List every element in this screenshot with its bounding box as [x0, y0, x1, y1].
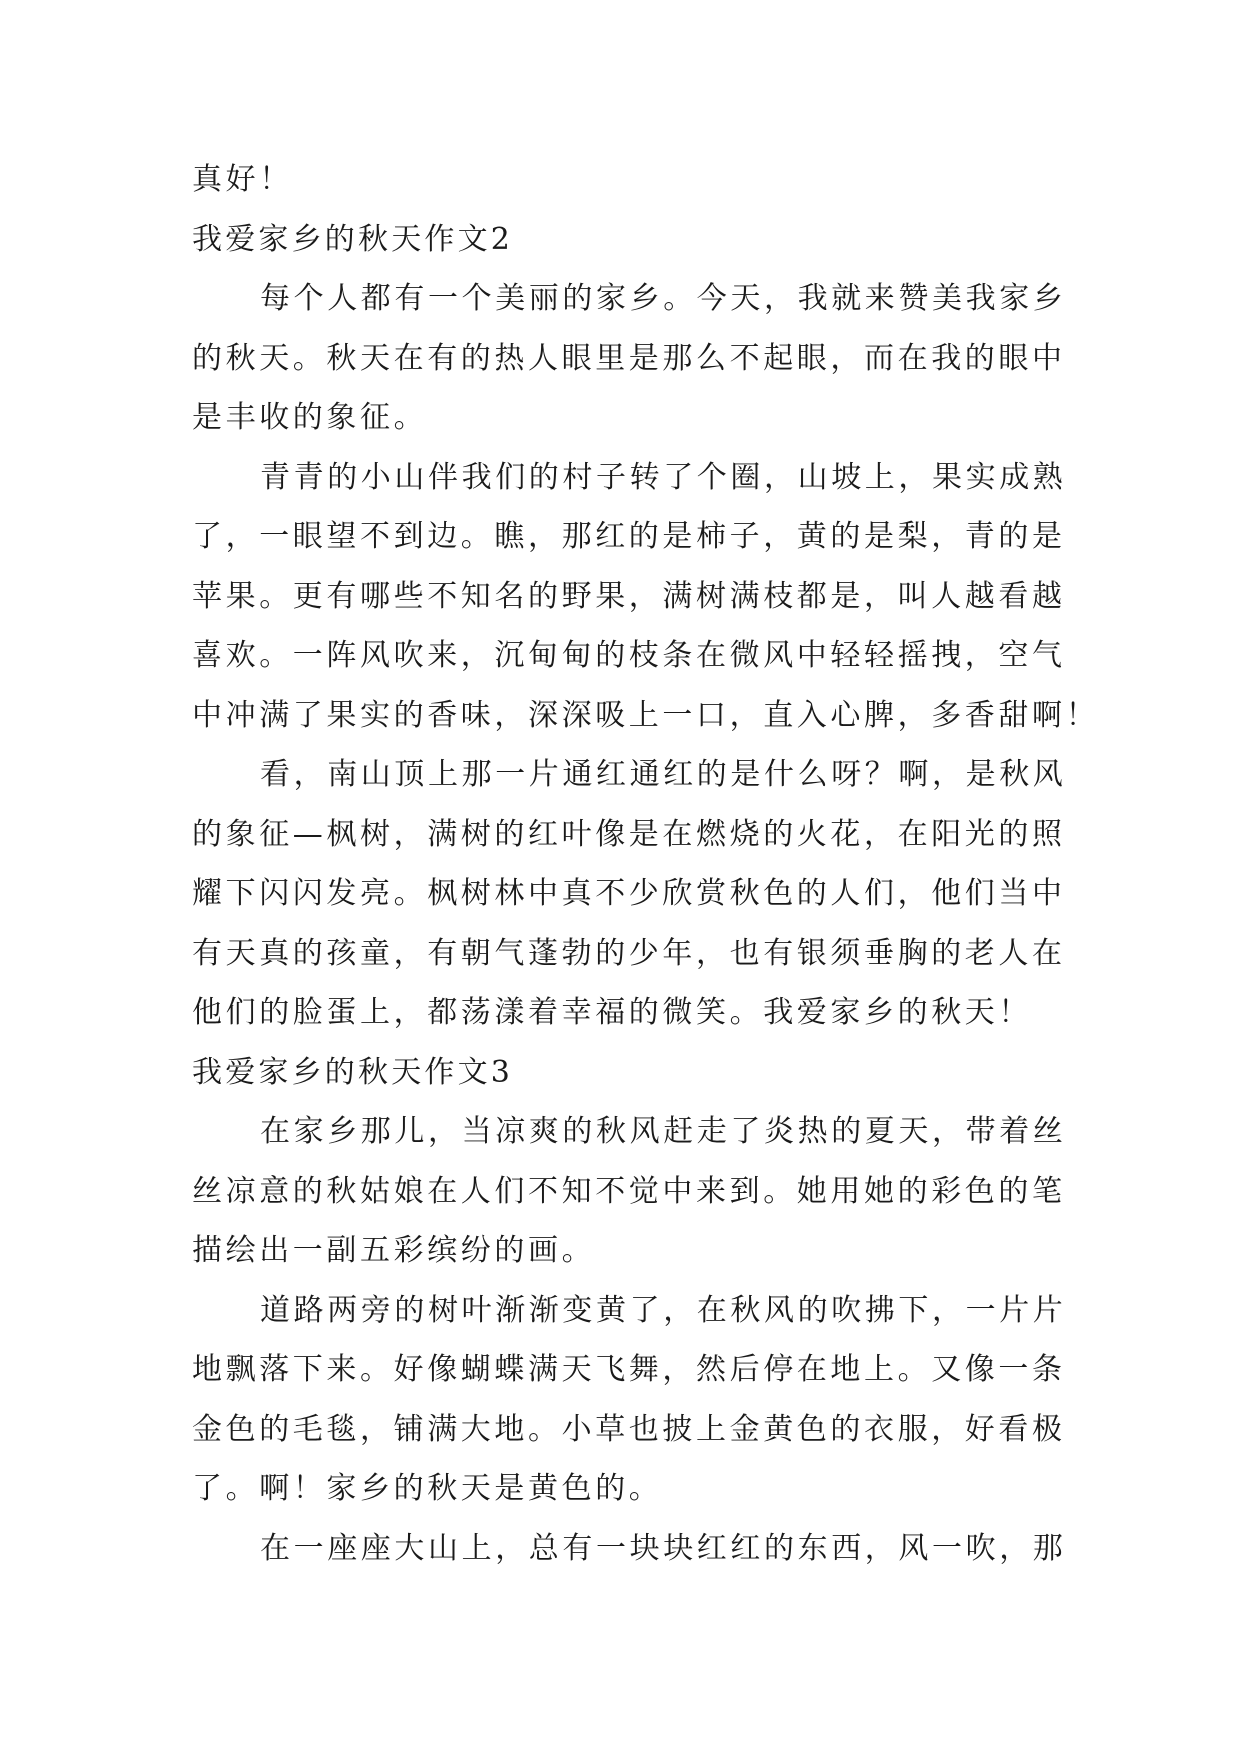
text-line: 喜欢。一阵风吹来，沉甸甸的枝条在微风中轻轻摇拽，空气	[192, 638, 1066, 673]
paragraph-first-line: 看，南山顶上那一片通红通红的是什么呀？啊，是秋风	[260, 757, 1067, 792]
text-line: 了。啊！家乡的秋天是黄色的。	[192, 1471, 663, 1506]
section-heading: 我爱家乡的秋天作文3	[192, 1054, 514, 1090]
text-line: 的象征—枫树，满树的红叶像是在燃烧的火花，在阳光的照	[192, 816, 1066, 852]
paragraph-first-line: 道路两旁的树叶渐渐变黄了，在秋风的吹拂下，一片片	[260, 1292, 1067, 1328]
text-line: 中冲满了果实的香味，深深吸上一口，直入心脾，多香甜啊！	[192, 697, 1100, 733]
text-line: 耀下闪闪发亮。枫树林中真不少欣赏秋色的人们，他们当中	[192, 876, 1066, 911]
document-body	[192, 150, 1100, 1578]
text-line: 真好！	[192, 162, 293, 197]
text-line: 描绘出一副五彩缤纷的画。	[192, 1233, 596, 1268]
text-line: 了，一眼望不到边。瞧，那红的是柿子，黄的是梨，青的是	[192, 519, 1066, 554]
text-line: 的秋天。秋天在有的热人眼里是那么不起眼，而在我的眼中	[192, 340, 1066, 376]
text-line: 他们的脸蛋上，都荡漾着幸福的微笑。我爱家乡的秋天！	[192, 995, 1032, 1030]
section-heading: 我爱家乡的秋天作文2	[192, 221, 514, 257]
paragraph-first-line: 青青的小山伴我们的村子转了个圈，山坡上，果实成熟	[260, 459, 1067, 495]
text-line: 有天真的孩童，有朝气蓬勃的少年，也有银须垂胸的老人在	[192, 935, 1066, 971]
text-line: 苹果。更有哪些不知名的野果，满树满枝都是，叫人越看越	[192, 578, 1066, 614]
paragraph-first-line: 在一座座大山上，总有一块块红红的东西，风一吹，那	[260, 1530, 1067, 1566]
text-line: 丝凉意的秋姑娘在人们不知不觉中来到。她用她的彩色的笔	[192, 1173, 1066, 1209]
text-line: 金色的毛毯，铺满大地。小草也披上金黄色的衣服，好看极	[192, 1411, 1066, 1447]
paragraph-first-line: 每个人都有一个美丽的家乡。今天，我就来赞美我家乡	[260, 281, 1067, 316]
text-line: 地飘落下来。好像蝴蝶满天飞舞，然后停在地上。又像一条	[192, 1352, 1066, 1387]
text-line: 是丰收的象征。	[192, 400, 428, 435]
paragraph-first-line: 在家乡那儿，当凉爽的秋风赶走了炎热的夏天，带着丝	[260, 1114, 1067, 1149]
